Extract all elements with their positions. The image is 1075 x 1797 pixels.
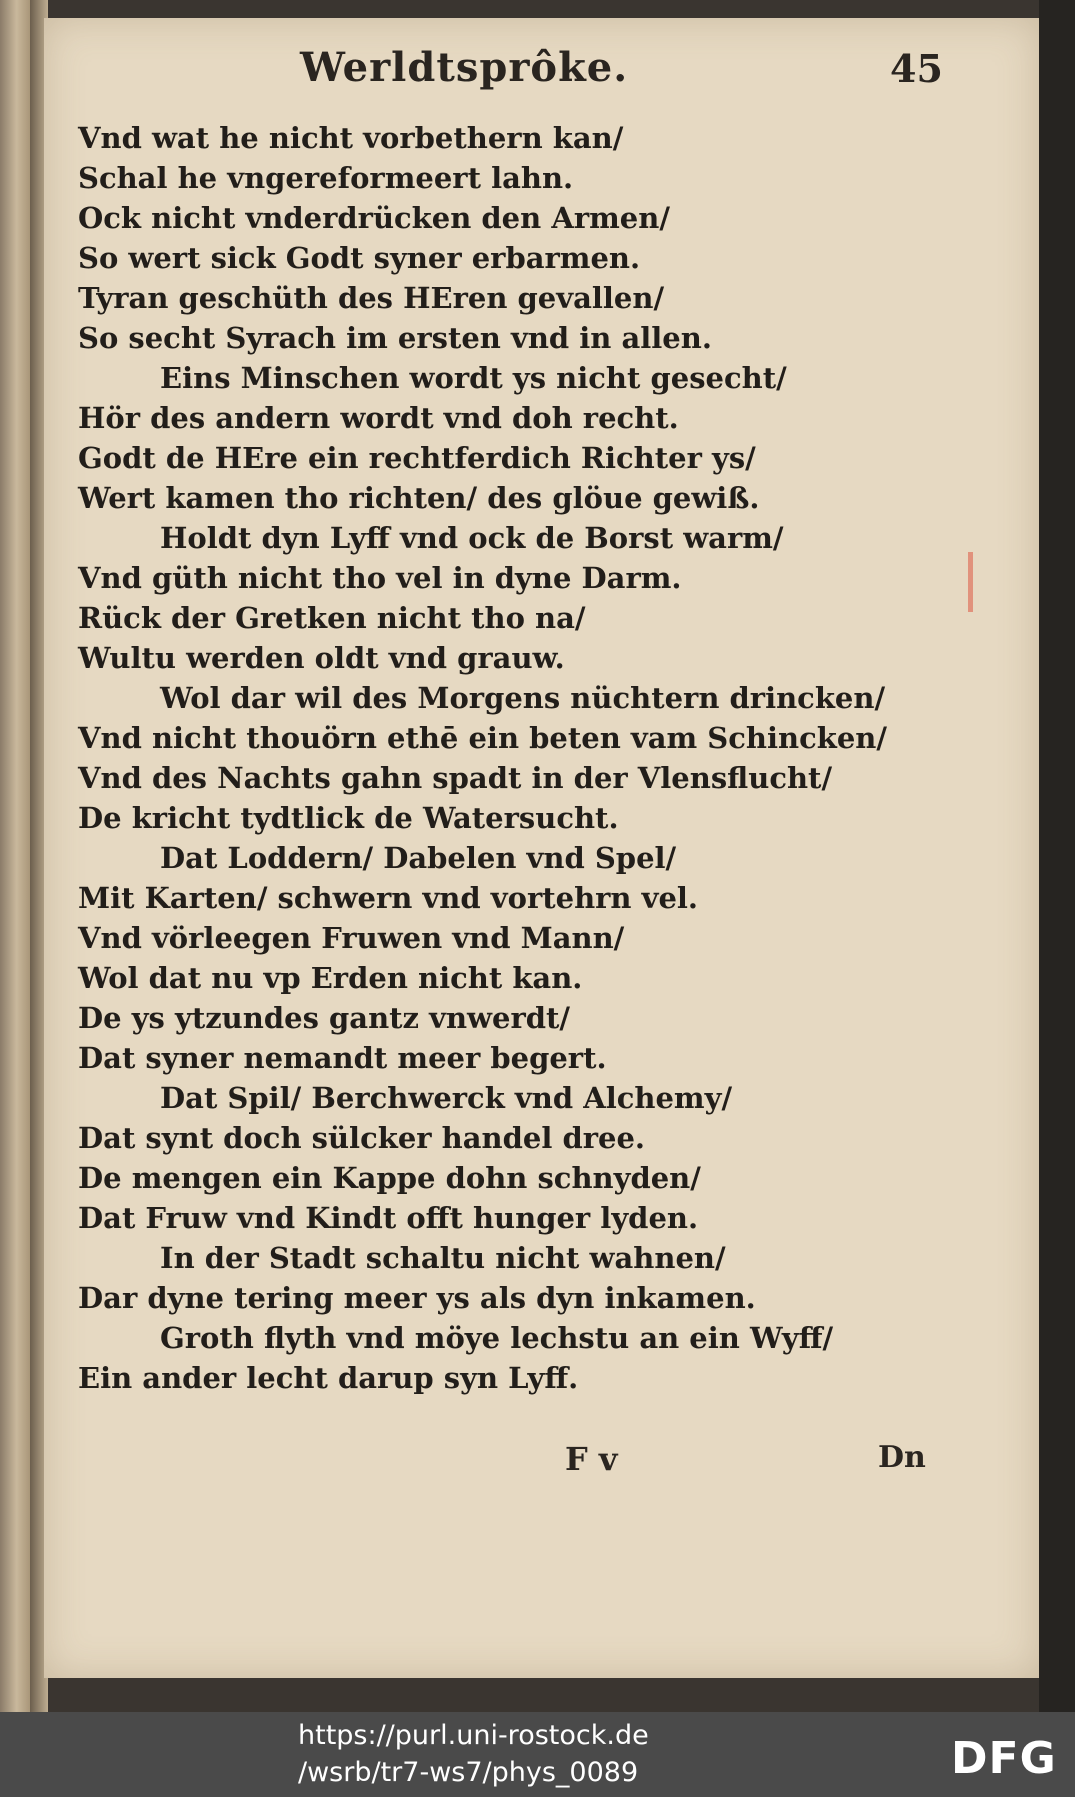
verse-line: Vnd des Nachts gahn spadt in der Vlensflucht/: [78, 761, 833, 795]
verse-line: Hör des andern wordt vnd doh recht.: [78, 401, 679, 435]
verse-line: Vnd güth nicht tho vel in dyne Darm.: [78, 561, 682, 595]
verse-line: Dat syner nemandt meer begert.: [78, 1041, 607, 1075]
verse-line: Dat Spil/ Berchwerck vnd Alchemy/: [160, 1081, 733, 1115]
verse-line: In der Stadt schaltu nicht wahnen/: [160, 1241, 726, 1275]
signature-mark: F v: [565, 1440, 618, 1478]
verse-line: Eins Minschen wordt ys nicht gesecht/: [160, 361, 787, 395]
verse-line: Mit Karten/ schwern vnd vortehrn vel.: [78, 881, 699, 915]
verse-line: Wert kamen tho richten/ des glöue gewiß.: [78, 481, 760, 515]
verse-line: Vnd nicht thouörn ethē ein beten vam Schincken/: [78, 721, 887, 755]
verse-line: Ock nicht vnderdrücken den Armen/: [78, 201, 670, 235]
verse-line: Wultu werden oldt vnd grauw.: [78, 641, 565, 675]
verse-line: Wol dar wil des Morgens nüchtern drincken/: [160, 681, 886, 715]
verse-line: Holdt dyn Lyff vnd ock de Borst warm/: [160, 521, 784, 555]
verse-line: Ein ander lecht darup syn Lyff.: [78, 1361, 579, 1395]
verse-line: So secht Syrach im ersten vnd in allen.: [78, 321, 712, 355]
verse-line: Dar dyne tering meer ys als dyn inkamen.: [78, 1281, 756, 1315]
verse-line: Godt de HEre ein rechtferdich Richter ys/: [78, 441, 756, 475]
dfg-logo: DFG: [951, 1733, 1057, 1784]
facing-page-edge: [0, 0, 30, 1712]
verse-line: Wol dat nu vp Erden nicht kan.: [78, 961, 583, 995]
page-number: 45: [890, 46, 943, 91]
verse-line: De ys ytzundes gantz vnwerdt/: [78, 1001, 571, 1035]
verse-line: Dat synt doch sülcker handel dree.: [78, 1121, 646, 1155]
source-url-line2[interactable]: /wsrb/tr7-ws7/phys_0089: [298, 1757, 639, 1788]
verse-line: Schal he vngereformeert lahn.: [78, 161, 574, 195]
source-url-line1[interactable]: https://purl.uni-rostock.de: [298, 1720, 649, 1751]
verse-line: Rück der Gretken nicht tho na/: [78, 601, 586, 635]
running-head: Werldtsprôke.: [300, 44, 629, 91]
verse-line: Dat Loddern/ Dabelen vnd Spel/: [160, 841, 677, 875]
verse-text: [78, 118, 978, 1398]
verse-line: Vnd vörleegen Fruwen vnd Mann/: [78, 921, 625, 955]
verse-line: Vnd wat he nicht vorbethern kan/: [78, 121, 624, 155]
verse-line: Dat Fruw vnd Kindt offt hunger lyden.: [78, 1201, 699, 1235]
verse-line: De kricht tydtlick de Watersucht.: [78, 801, 619, 835]
catchword: Dn: [878, 1440, 926, 1475]
verse-line: Tyran geschüth des HEren gevallen/: [78, 281, 665, 315]
verse-line: So wert sick Godt syner erbarmen.: [78, 241, 641, 275]
verse-line: Groth flyth vnd möye lechstu an ein Wyff/: [160, 1321, 834, 1355]
verse-line: De mengen ein Kappe dohn schnyden/: [78, 1161, 701, 1195]
page-edge-shadow: [1039, 0, 1075, 1712]
